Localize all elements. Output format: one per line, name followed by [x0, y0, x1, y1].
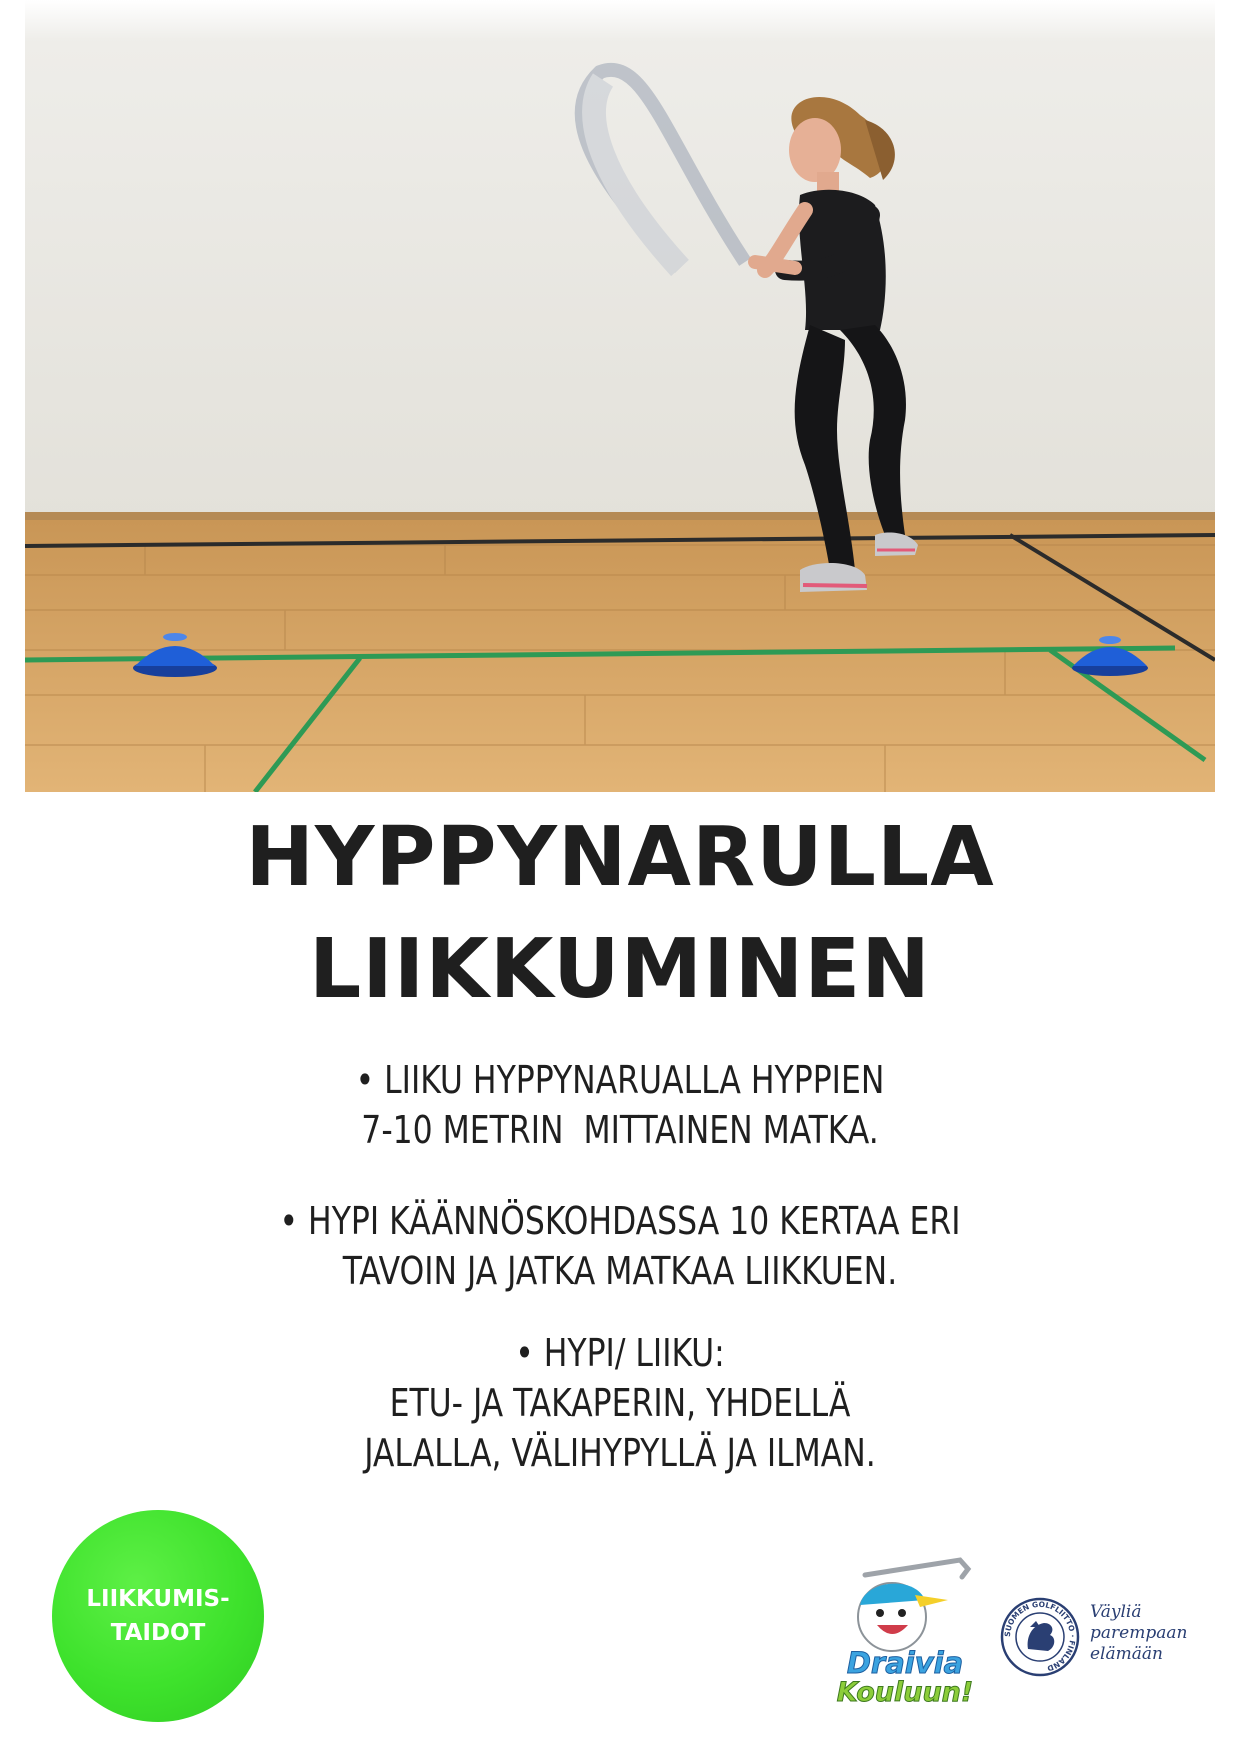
hero-photo [25, 0, 1215, 792]
instruction-3-line-2: ETU- JA TAKAPERIN, YHDELLÄ [389, 1381, 851, 1425]
badge-line-1: LIIKKUMIS- [86, 1586, 230, 1612]
slogan-line-3: elämään [1090, 1644, 1163, 1664]
slogan-line-1: Väyliä [1090, 1602, 1142, 1622]
instruction-3-line-3: JALALLA, VÄLIHYPYLLÄ JA ILMAN. [364, 1431, 876, 1475]
instruction-1-line-1: • LIIKU HYPPYNARUALLA HYPPIEN [355, 1058, 885, 1102]
instruction-2-line-2: TAVOIN JA JATKA MATKAA LIIKKUEN. [342, 1249, 898, 1293]
golf-federation-seal [1000, 1597, 1080, 1677]
title-line-1: HYPPYNARULLA [245, 810, 995, 905]
seal-ring-text: SUOMEN GOLFLIITTO · FINLAND [1002, 1599, 1078, 1674]
badge-line-2: TAIDOT [110, 1620, 206, 1646]
slogan [1090, 1602, 1187, 1665]
instruction-1-line-2: 7-10 METRIN MITTAINEN MATKA. [361, 1108, 879, 1152]
draivia-text: Draivia [846, 1646, 964, 1680]
instruction-3 [50, 1328, 1191, 1478]
category-badge [52, 1510, 264, 1722]
slogan-line-2: parempaan [1090, 1623, 1188, 1643]
kouluun-text: Kouluun! [836, 1677, 974, 1705]
instruction-1 [50, 1055, 1191, 1155]
draivia-kouluun-logo [820, 1555, 990, 1705]
title-line-2: LIIKKUMINEN [309, 922, 931, 1017]
instruction-2 [50, 1196, 1191, 1296]
page-title [0, 802, 1240, 1026]
instruction-3-line-1: • HYPI/ LIIKU: [515, 1331, 725, 1375]
instruction-2-line-1: • HYPI KÄÄNNÖSKOHDASSA 10 KERTAA ERI [279, 1199, 961, 1243]
